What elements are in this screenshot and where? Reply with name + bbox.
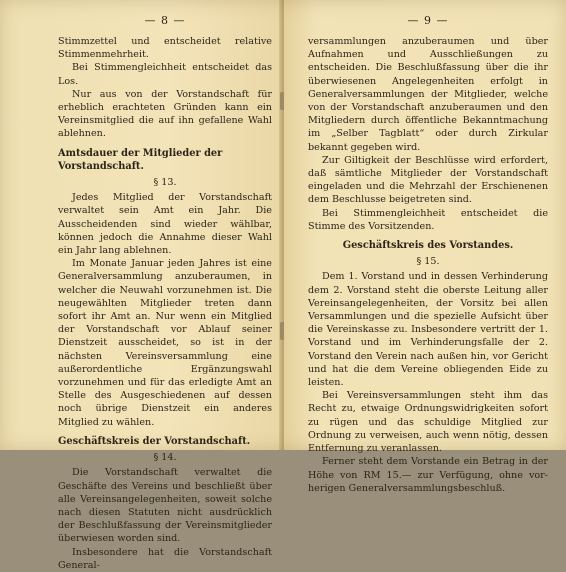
page-number: — 8 — bbox=[144, 14, 186, 27]
section-heading: Amtsdauer der Mitglieder der Vorstandschaft. bbox=[58, 147, 223, 172]
page-number: — 9 — bbox=[407, 14, 449, 27]
section-heading: Geschäftskreis des Vorstandes. bbox=[342, 240, 514, 252]
paragraph: versammlungen anzuberaumen und über Aufnahmen und Ausschließungen zu entscheiden. Die Beschlußfassung über die ihr überwiesenen Angelegenheiten erfolgt in Generalversammlungen der Mitglieder, welche von der Vorstandschaft anzuberaumen und den Mitgliedern durch öffentliche Bekanntmachung im „Selber Tagblatt“ oder durch Zirkular bekannt gegeben wird. bbox=[308, 36, 548, 153]
paragraph: Bei Vereinsversammlungen steht ihm das Recht zu, etwaige Ordnungswidrigkeiten sofort zu rügen und das schuldige Mitglied zur Ordnung zu verweisen, auch wenn nötig, dessen Entfernung zu veranlassen. bbox=[308, 390, 548, 455]
paragraph: Dem 1. Vorstand und in dessen Verhinderung dem 2. Vorstand steht die oberste Leitung aller Vereinsangelegenheiten, der Vorsitz bei allen Versammlungen und die spezielle Aufsicht über die Vereinskasse zu. Insbesondere vertritt der 1. Vorstand und im Verhinderungsfalle der 2. Vorstand den Verein nach außen hin, vor Gericht und hat die dem Vereine obliegenden Eide zu leisten. bbox=[308, 271, 548, 389]
section-number: § 13. bbox=[153, 177, 177, 189]
section-heading: Geschäftskreis der Vorstandschaft. bbox=[58, 435, 251, 447]
left-page bbox=[0, 0, 282, 571]
paragraph: Bei Stimmengleichheit entscheidet die Stimme des Vorsitzenden. bbox=[308, 207, 548, 232]
paragraph: Die Vorstandschaft verwaltet die Geschäfte des Vereins und beschließt über alle Vereinsangelegenheiten, soweit solche nach diesen Statuten nicht ausdrücklich der Beschlußfassung der Vereinsmitglieder überwiesen worden sind. bbox=[58, 467, 272, 545]
paragraph: Ferner steht dem Vorstande ein Betrag in der Höhe von RM 15.— zur Verfügung, ohne vorherigen Generalversammlungsbeschluß. bbox=[308, 456, 548, 494]
paragraph: Im Monate Januar jeden Jahres ist eine Generalversammlung anzuberaumen, in welcher die Neuwahl vorzunehmen ist. Die neugewählten Mitglieder treten dann sofort ihr Amt an. Nur wenn ein Mitglied der Vorstandschaft vor Ablauf seiner Dienstzeit ausscheidet, so ist in der nächsten Vereinsversammlung eine außerordentliche Ergänzungswahl vorzunehmen und für das erledigte Amt an Stelle des Ausgeschiedenen auf dessen noch übrige Dienstzeit ein anderes Mitglied zu wählen. bbox=[58, 258, 272, 428]
paragraph: Insbesondere hat die Vorstandschaft General- bbox=[58, 546, 272, 571]
paragraph: Bei Stimmengleichheit entscheidet das Los. bbox=[58, 62, 272, 87]
section-number: § 15. bbox=[416, 256, 440, 268]
section-number: § 14. bbox=[153, 452, 177, 464]
paragraph: Zur Giltigkeit der Beschlüsse wird erfordert, daß sämtliche Mitglieder der Vorstandschaft eingeladen und die Mehrzahl der Erschienenen dem Beschlusse beigetreten sind. bbox=[308, 154, 548, 206]
paragraph: Nur aus von der Vorstandschaft für erheblich erachteten Gründen kann ein Vereinsmitglied die auf ihn gefallene Wahl ablehnen. bbox=[58, 88, 272, 140]
right-page bbox=[284, 0, 566, 494]
paragraph: Jedes Mitglied der Vorstandschaft verwaltet sein Amt ein Jahr. Die Ausscheidenden sind wieder wählbar, können jedoch die Annahme dieser Wahl ein Jahr lang ablehnen. bbox=[58, 192, 272, 257]
paragraph: Stimmzettel und entscheidet relative Stimmenmehrheit. bbox=[58, 36, 272, 61]
